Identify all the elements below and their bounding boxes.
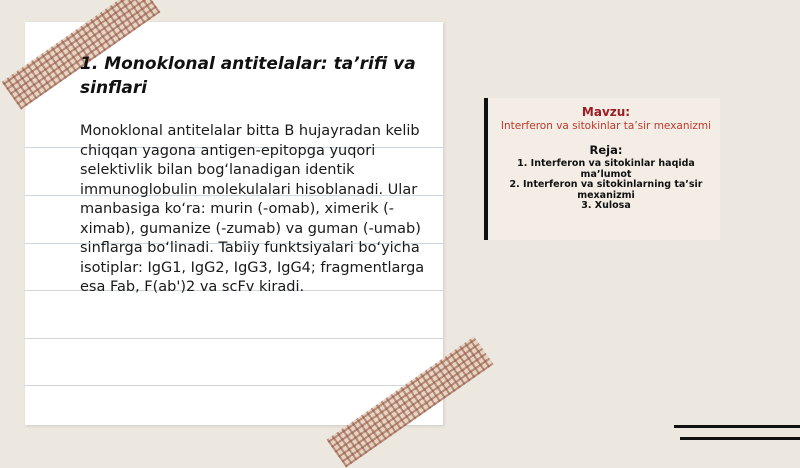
- decorative-line: [680, 437, 800, 440]
- decorative-line: [674, 425, 800, 428]
- decorative-lines: [674, 425, 800, 445]
- slide-title: 1. Monoklonal antitelalar: ta’rifi va sinflari: [80, 54, 416, 98]
- paper-rule-line: [25, 338, 443, 339]
- note-accent-bar: [484, 98, 488, 240]
- note-topic-text: Interferon va sitokinlar ta’sir mexanizmi: [500, 120, 712, 132]
- note-topic-heading: Mavzu:: [581, 105, 631, 119]
- note-plan-heading: Reja:: [589, 143, 623, 157]
- paper-rule-line: [25, 385, 443, 386]
- plan-item: 3. Xulosa: [581, 200, 631, 211]
- plan-item: 1. Interferon va sitokinlar haqida ma’lumot: [517, 158, 695, 180]
- note-plan-list: [498, 159, 714, 212]
- topic-note-card: [484, 98, 720, 240]
- slide-body-text: Monoklonal antitelalar bitta B hujayradan kelib chiqqan yagona antigen-epitopga yuqori selektivlik bilan bog‘lanadigan identik immunoglobulin molekulalari hisoblanadi. Ular manbasiga ko‘ra: murin (-omab), ximerik (-ximab), gumanize (-zumab) va guman (-umab) sinflarga bo‘linadi. Tabiiy funktsiyalari bo‘yicha isotiplar: IgG1, IgG2, IgG3, IgG4; fragmentlarga esa Fab, F(ab')2 va scFv kiradi.: [80, 123, 425, 295]
- plan-item: 2. Interferon va sitokinlarning ta’sir mexanizmi: [509, 179, 703, 201]
